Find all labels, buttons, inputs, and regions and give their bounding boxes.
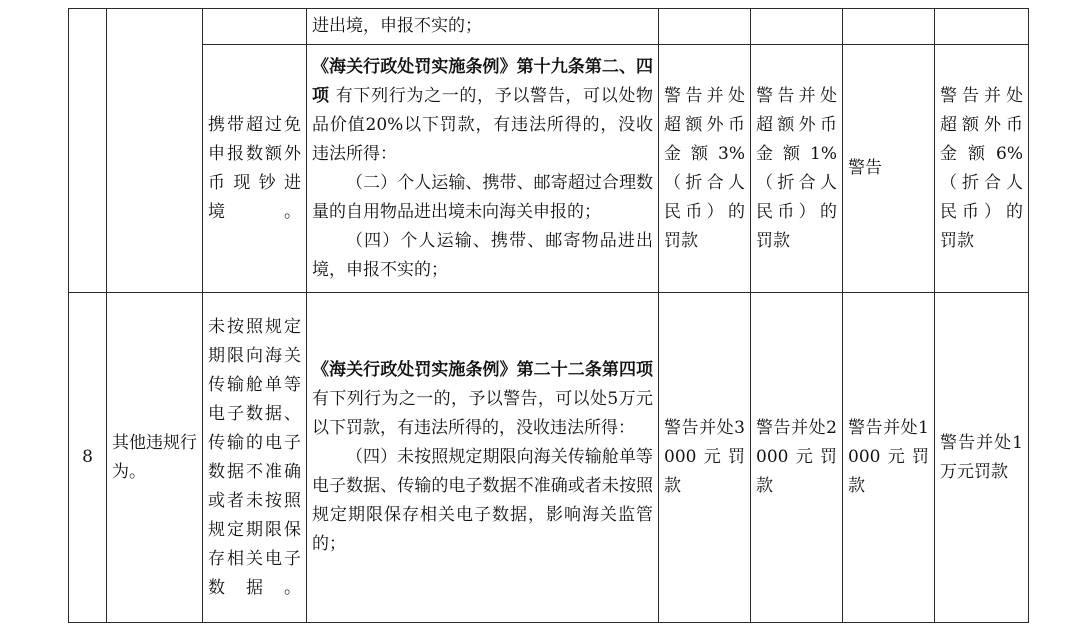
number-cell-empty xyxy=(69,9,107,293)
table-row-foreign-currency xyxy=(69,45,1029,293)
penalty-text: 警告并处超额外币金额3%（折合人民币）的罚款 xyxy=(664,85,745,251)
law-item-2: （二）个人运输、携带、邮寄超过合理数量的自用物品进出境未向海关申报的； xyxy=(312,172,653,222)
penalty-text: 警告并处3000元罚款 xyxy=(664,418,745,496)
act-cell-empty xyxy=(203,9,307,45)
act-text: 携带超过免申报数额外币现钞进境。 xyxy=(208,114,301,222)
act-text: 未按照规定期限向海关传输舱单等电子数据、传输的电子数据不准确或者未按照规定期限保存相关电子数据。 xyxy=(208,316,301,598)
penalty-text: 警告并处超额外币金额6%（折合人民币）的罚款 xyxy=(940,85,1023,251)
law-item-4: （四）未按照规定期限向海关传输舱单等电子数据、传输的电子数据不准确或者未按照规定期限保存相关电子数据，影响海关监管的； xyxy=(312,447,653,554)
law-body: 有下列行为之一的，予以警告，可以处物品价值20%以下罚款，有违法所得的，没收违法所得： xyxy=(312,85,654,164)
penalty-text: 警告并处1万元罚款 xyxy=(940,432,1023,482)
law-body: 有下列行为之一的，予以警告，可以处5万元以下罚款，有违法所得的，没收违法所得： xyxy=(312,389,653,438)
penalty-text: 警告并处超额外币金额1%（折合人民币）的罚款 xyxy=(756,85,837,251)
penalty-text: 警告 xyxy=(848,158,882,178)
law-cell-continuation xyxy=(307,9,659,45)
table-row-continuation xyxy=(69,9,1029,45)
law-text-continuation: 进出境，申报不实的； xyxy=(312,16,482,36)
penalty-cell-3 xyxy=(843,45,935,293)
penalty-cell-empty xyxy=(843,9,935,45)
penalty-cell-empty xyxy=(751,9,843,45)
law-cell xyxy=(307,45,659,293)
penalty-cell-2 xyxy=(751,293,843,623)
penalty-cell-4 xyxy=(935,45,1029,293)
penalty-standards-table xyxy=(68,8,1029,623)
law-cell xyxy=(307,293,659,623)
category-cell xyxy=(107,293,203,623)
penalty-cell-2 xyxy=(751,45,843,293)
penalty-text: 警告并处1000元罚款 xyxy=(848,418,929,496)
penalty-text: 警告并处2000元罚款 xyxy=(756,418,837,496)
table-row-8 xyxy=(69,293,1029,623)
law-item-4: （四）个人运输、携带、邮寄物品进出境，申报不实的； xyxy=(312,230,653,280)
row-number xyxy=(69,293,107,623)
penalty-cell-4 xyxy=(935,293,1029,623)
penalty-cell-1 xyxy=(659,293,751,623)
row-number-text: 8 xyxy=(82,447,93,467)
penalty-cell-empty xyxy=(935,9,1029,45)
act-cell xyxy=(203,45,307,293)
law-title: 《海关行政处罚实施条例》第二十二条第四项 xyxy=(312,360,653,380)
penalty-cell-3 xyxy=(843,293,935,623)
law-title: 《海关行政处罚实施条例》第十九条第二、四项 xyxy=(312,56,653,106)
category-cell-empty xyxy=(107,9,203,293)
category-text: 其他违规行为。 xyxy=(112,432,197,482)
penalty-cell-1 xyxy=(659,45,751,293)
penalty-cell-empty xyxy=(659,9,751,45)
act-cell xyxy=(203,293,307,623)
